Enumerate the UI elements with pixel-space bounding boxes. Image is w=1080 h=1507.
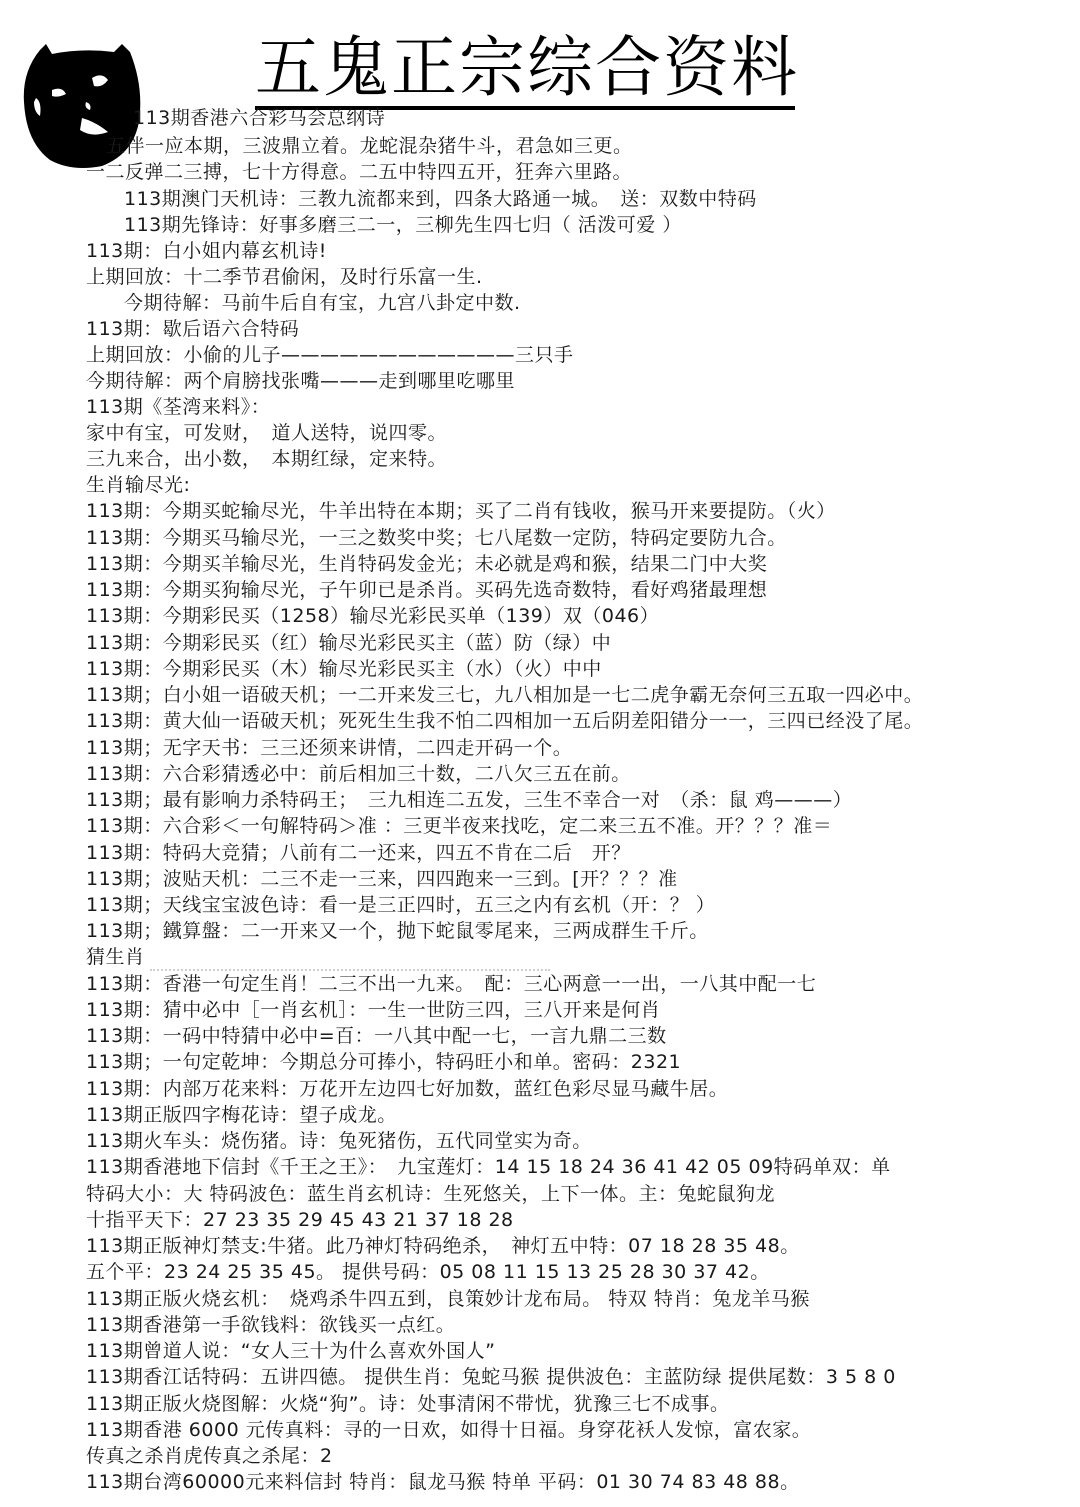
text-line: 113期：今期彩民买（木）输尽光彩民买主（水）（火）中中 — [86, 658, 602, 680]
text-line: 113期；一句定乾坤：今期总分可捧小，特码旺小和单。密码：2321 — [86, 1051, 682, 1073]
text-line: 113期：今期彩民买（红）输尽光彩民买主（蓝）防（绿）中 — [86, 632, 612, 654]
text-line: 113期：六合彩猜透必中：前后相加三十数，二八欠三五在前。 — [86, 763, 631, 785]
text-line: 113期：今期买马输尽光，一三之数奖中奖；七八尾数一定防，特码定要防九合。 — [86, 527, 787, 549]
text-line: 113期火车头：烧伤猪。诗：兔死猪伤，五代同堂实为奇。 — [86, 1130, 592, 1152]
text-line: 113期香江话特码：五讲四德。 提供生肖：兔蛇马猴 提供波色：主蓝防绿 提供尾数：3 5 8 0 — [86, 1366, 896, 1388]
text-line: 113期香港第一手欲钱料：欲钱买一点红。 — [86, 1314, 456, 1336]
text-line: 特码大小：大 特码波色：蓝生肖玄机诗：生死悠关，上下一体。主：兔蛇鼠狗龙 — [86, 1183, 776, 1205]
text-line: 113期；无字天书：三三还须来讲情，二四走开码一个。 — [86, 737, 573, 759]
text-line: 113期《荃湾来料》： — [86, 396, 271, 418]
text-line: 生肖输尽光: — [86, 474, 191, 496]
text-line: 113期：一码中特猜中必中=百：一八其中配一七，一言九鼎二三数 — [86, 1025, 667, 1047]
text-line: 113期：歇后语六合特码 — [86, 318, 300, 340]
text-line: 113期正版火烧图解：火烧“狗”。诗：处事清闲不带忧，犹豫三七不成事。 — [86, 1393, 730, 1415]
text-line: 113期：内部万花来料：万花开左边四七好加数，蓝红色彩尽显马藏牛居。 — [86, 1078, 729, 1100]
text-line: 113期正版火烧玄机： 烧鸡杀牛四五到，良策妙计龙布局。 特双 特肖：兔龙羊马猴 — [86, 1288, 810, 1310]
text-line: 113期正版四字梅花诗：望子成龙。 — [86, 1104, 397, 1126]
text-line: 113期；波贴天机：二三不走一三来，四四跑来一三到。[开？？？准 — [86, 868, 678, 890]
text-line: 113期：白小姐内幕玄机诗! — [86, 240, 327, 262]
text-line: 113期香港地下信封《千王之王》： 九宝莲灯：14 15 18 24 36 41 42 05 09特码单双：单 — [86, 1156, 891, 1178]
text-line: 今期待解：两个肩膀找张嘴———走到哪里吃哪里 — [86, 370, 516, 392]
redacted-dots — [150, 967, 550, 971]
text-line: 传真之杀肖虎传真之杀尾：2 — [86, 1445, 333, 1467]
text-line: 上期回放：小偷的儿子————————————三只手 — [86, 344, 574, 366]
text-line: 113期曾道人说：“女人三十为什么喜欢外国人” — [86, 1340, 496, 1362]
page-title: 五鬼正宗综合资料 — [255, 30, 795, 110]
text-line: 113期：黄大仙一语破天机；死死生生我不怕二四相加一五后阴差阳错分一一，三四已经没了尾。 — [86, 710, 924, 732]
text-line: 113期；天线宝宝波色诗：看一是三正四时，五三之内有玄机（开：？ ） — [86, 894, 716, 916]
text-line: 113期：特码大竞猜；八前有二一还来，四五不肯在二后 开？ — [86, 842, 631, 864]
text-line: 113期正版神灯禁支:牛猪。此乃神灯特码绝杀， 神灯五中特：07 18 28 35 48。 — [86, 1235, 800, 1257]
text-line: 113期：今期买狗输尽光，子午卯已是杀肖。买码先选奇数特，看好鸡猪最理想 — [86, 579, 768, 601]
text-line: 113期：今期买羊输尽光，生肖特码发金光；未必就是鸡和猴，结果二门中大奖 — [86, 553, 768, 575]
text-line: 113期；鐵算盤：二一开来又一个，抛下蛇鼠零尾来，三两成群生千斤。 — [86, 920, 709, 942]
text-line: 113期；白小姐一语破天机；一二开来发三七，九八相加是一七二虎争霸无奈何三五取一四必中。 — [86, 684, 924, 706]
text-line: 113期先锋诗：好事多磨三二一，三柳先生四七归（ 活泼可爱 ） — [124, 214, 682, 236]
text-line: 家中有宝，可发财， 道人送特，说四零。 — [86, 422, 448, 444]
text-line: 113期：香港一句定生肖！二三不出一九来。 配：三心两意一一出，一八其中配一七 — [86, 973, 817, 995]
text-line: 五伴一应本期，三波鼎立着。龙蛇混杂猪牛斗，君急如三更。 — [106, 135, 633, 157]
text-line: 113期澳门天机诗：三教九流都来到，四条大路通一城。 送：双数中特码 — [124, 188, 757, 210]
text-line: 113期：今期彩民买（1258）输尽光彩民买单（139）双（046） — [86, 605, 660, 627]
text-line: 今期待解：马前牛后自有宝，九宫八卦定中数. — [124, 292, 521, 314]
text-line: 三九来合，出小数， 本期红绿，定来特。 — [86, 448, 448, 470]
text-line: 113期；最有影响力杀特码王； 三九相连二五发，三生不幸合一对 （杀：鼠 鸡———） — [86, 789, 853, 811]
text-line: 113期台湾60000元来料信封 特肖：鼠龙马猴 特单 平码：01 30 74 83 48 88。 — [86, 1471, 800, 1493]
text-line: 猜生肖 — [86, 946, 145, 968]
text-line: 十指平天下：27 23 35 29 45 43 21 37 18 28 — [86, 1209, 514, 1231]
text-line: 113期：六合彩＜一句解特码＞准 ：三更半夜来找吃，定二来三五不准。开？？？准＝ — [86, 815, 833, 837]
text-line: 113期香港六合彩马会总纲诗 — [133, 107, 386, 129]
text-line: 五个平：23 24 25 35 45。 提供号码：05 08 11 15 13 25 28 30 37 42。 — [86, 1261, 770, 1283]
text-line: 113期香港 6000 元传真料：寻的一日欢，如得十日福。身穿花袄人发惊，富农家。 — [86, 1419, 812, 1441]
text-line: 113期：猜中必中［一肖玄机］：一生一世防三四，三八开来是何肖 — [86, 999, 661, 1021]
text-line: 一二反弹二三搏，七十方得意。二五中特四五开，狂奔六里路。 — [86, 161, 633, 183]
text-line: 113期：今期买蛇输尽光，牛羊出特在本期；买了二肖有钱收，猴马开来要提防。（火） — [86, 500, 836, 522]
text-line: 上期回放：十二季节君偷闲，及时行乐富一生. — [86, 266, 483, 288]
